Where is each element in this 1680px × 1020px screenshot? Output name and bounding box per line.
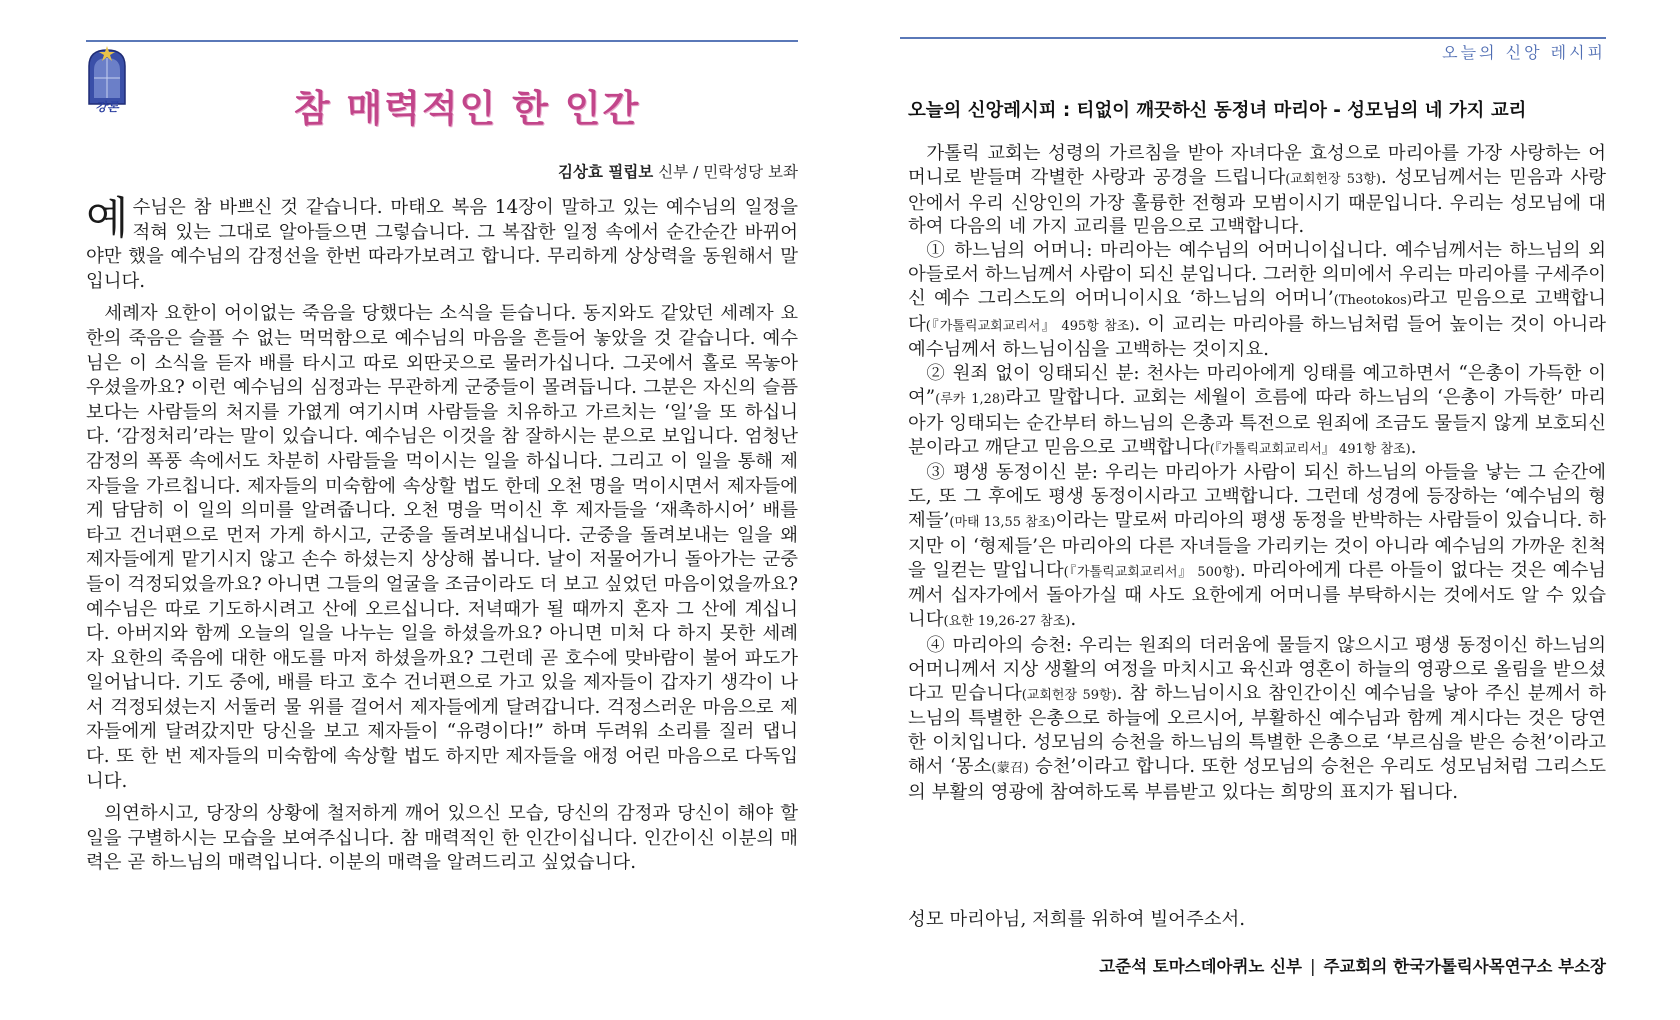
- d3-text-a: ③ 평생 동정이신 분: 우리는 마리아가 사람이 되신 하느님의 아들을 낳는 그 순간에도, 또 그 후에도 평생 동정이시라고 고백합니다. 그런데 성경에 등장하는 ‘예수님의 형제들’: [908, 462, 1606, 531]
- drop-cap: 예: [86, 193, 129, 244]
- paragraph-1-text: 수님은 참 바쁘신 것 같습니다. 마태오 복음 14장이 말하고 있는 예수님의 일정을 적혀 있는 그대로 알아들으면 그렇습니다. 그 복잡한 일정 속에서 순간순간 바뀌어야만 했을 예수님의 감정선을 한번 따라가보려고 합니다. 무리하게 상상력을 동원해서 말입니다.: [86, 197, 798, 292]
- intro-text-a: 가톨릭 교회는 성령의 가르침을 받아 자녀다운 효성으로 마리아를 가장 사랑하는 어머니로 받들며 각별한 사랑과 공경을 드립니다: [908, 143, 1606, 188]
- paragraph-3: 의연하시고, 당장의 상황에 철저하게 깨어 있으신 모습, 당신의 감정과 당신이 해야 할 일을 구별하시는 모습을 보여주십니다. 참 매력적인 한 인간이십니다. 인간이신 이분의 매력은 곧 하느님의 매력입니다. 이분의 매력을 알려드리고 싶었습니다.: [86, 803, 798, 874]
- right-page: [900, 0, 1606, 1020]
- author-name: 김상효 필립보: [558, 163, 654, 181]
- d3-text-b: 이라는 말로써 마리아의 평생 동정을 반박하는 사람들이 있습니다. 하지만 이 ‘형제들’은 마리아의 다른 자녀들을 가리키는 것이 아니라 예수님의 가까운 친척을 일컫는 말입니다: [908, 509, 1606, 581]
- d4-ref: (교회헌장 59항): [1021, 687, 1117, 703]
- author-role: 신부 / 민락성당 보좌: [653, 163, 798, 181]
- d1-text-b: 라고 믿음으로 고백합니다: [908, 287, 1606, 335]
- logo-label: 강론: [95, 100, 119, 114]
- byline: [558, 160, 798, 182]
- d2-ref-1: (루카 1,28): [935, 391, 1006, 407]
- section-category: 오늘의 신앙 레시피: [1442, 43, 1606, 62]
- d2-ref-2: (『가톨릭교회교리서』 491항 참조): [1209, 441, 1411, 457]
- d3-ref-3: (요한 19,26-27 참조): [943, 614, 1071, 630]
- intro-text-b: . 성모님께서는 믿음과 사랑 안에서 우리 신앙인의 가장 훌륭한 전형과 모범이시기 때문입니다. 우리는 성모님에 대하여 다음의 네 가지 교리를 믿음으로 고백합니다.: [908, 166, 1606, 238]
- doctrine-2: [908, 362, 1606, 461]
- d3-text-d: .: [1070, 609, 1077, 631]
- recipe-title: 오늘의 신앙레시피 : 티없이 깨끗하신 동정녀 마리아 - 성모님의 네 가지 교리: [908, 100, 1527, 121]
- paragraph-2: 세례자 요한이 어이없는 죽음을 당했다는 소식을 듣습니다. 동지와도 같았던 세례자 요한의 죽음은 슬플 수 없는 먹먹함으로 예수님의 마음을 흔들어 놓았을 것 같습니다. 예수님은 이 소식을 듣자 배를 타시고 따로 외딴곳으로 물러가십니다. 그곳에서 홀로 목놓아 우셨을까요? 이런 예수님의 심정과는 무관하게 군중들이 몰려듭니다. 그분은 자신의 슬픔보다는 사람들의 처지를 가엾게 여기시며 사람들을 치유하고 가르치는 ‘일’을 또 하십니다. ‘감정처리’라는 말이 있습니다. 예수님은 이것을 참 잘하시는 분으로 보입니다. 엄청난 감정의 폭풍 속에서도 차분히 사람들을 먹이시는 일을 하십니다. 그리고 이 일을 통해 제자들을 가르칩니다. 제자들의 미숙함에 속상할 법도 한데 오천 명을 먹이시면서 제자들에게 담담히 이 일의 의미를 알려줍니다. 오천 명을 먹이신 후 제자들을 ‘재촉하시어’ 배를 타고 건너편으로 먼저 가게 하시고, 군중을 돌려보내십니다. 군중을 돌려보내는 일을 왜 제자들에게 맡기시지 않고 손수 하셨는지 상상해 봅니다. 날이 저물어가니 돌아가는 군중들이 걱정되었을까요? 아니면 그들의 얼굴을 조금이라도 더 보고 싶었던 마음이었을까요? 예수님은 따로 기도하시려고 산에 오르십니다. 저녁때가 될 때까지 혼자 그 산에 계십니다. 아버지와 함께 오늘의 일을 나누는 일을 하셨을까요? 아니면 미처 다 하지 못한 세례자 요한의 죽음에 대한 애도를 마저 하셨을까요? 그런데 곧 호수에 맞바람이 불어 파도가 일어납니다. 기도 중에, 배를 타고 호수 건너편으로 가고 있을 제자들이 갑자기 생각이 나서 걱정되셨는지 서둘러 물 위를 걸어서 제자들에게 달려갑니다. 걱정스러운 마음으로 제자들에게 달려갔지만 당신을 보고 제자들이 “유령이다!” 하며 두려워 소리를 질러 댑니다. 또 한 번 제자들의 미숙함에 속상할 법도 하지만 제자들을 애정 어린 마음으로 다독입니다.: [86, 303, 798, 792]
- doctrine-4: [908, 634, 1606, 805]
- d2-text-b: 라고 말합니다. 교회는 세월이 흐름에 따라 하느님의 ‘은총이 가득한’ 마리아가 잉태되는 순간부터 하느님의 은총과 특전으로 원죄에 조금도 물들지 않게 보호되신 분이라고 깨닫고 믿음으로 고백합니다: [908, 386, 1607, 458]
- signature-role: 주교회의 한국가톨릭사목연구소 부소장: [1323, 957, 1606, 976]
- intro-ref: (교회헌장 53항): [1285, 171, 1381, 187]
- article-title: 참 매력적인 한 인간: [293, 87, 641, 130]
- d1-text-a: ① 하느님의 어머니: 마리아는 예수님의 어머니이십니다. 예수님께서는 하느님의 외아들로서 하느님께서 사람이 되신 분입니다. 그러한 의미에서 우리는 마리아를 구세주이신 예수 그리스도의 어머니이시요 ‘하느님의 어머니’: [908, 240, 1607, 309]
- signature-name: 고준석 토마스데아퀴노 신부: [1099, 957, 1302, 976]
- signature: [1099, 953, 1606, 977]
- doctrine-1: [908, 239, 1606, 362]
- d1-greek: (Theotokos): [1333, 292, 1412, 308]
- left-page: [86, 0, 798, 1020]
- article-body: [86, 193, 798, 884]
- intro-paragraph: [908, 142, 1606, 239]
- d1-text-c: . 이 교리는 마리아를 하느님처럼 들어 높이는 것이 아니라 예수님께서 하느님이심을 고백하는 것이지요.: [908, 313, 1606, 361]
- closing-prayer: 성모 마리아님, 저희를 위하여 빌어주소서.: [908, 909, 1246, 930]
- d3-ref-2: (『가톨릭교회교리서』 500항): [1063, 564, 1240, 580]
- doctrine-3: [908, 461, 1606, 634]
- d4-text-a: ④ 마리아의 승천: 우리는 원죄의 더러움에 물들지 않으시고 평생 동정이신 하느님의 어머니께서 지상 생활의 여정을 마치시고 육신과 영혼이 하늘의 영광으로 올림을 받으셨다고 믿습니다: [908, 634, 1607, 704]
- recipe-body: [908, 142, 1606, 805]
- d2-text-a: ② 원죄 없이 잉태되신 분: 천사는 마리아에게 잉태를 예고하면서 “은총이 가득한 이여”: [908, 363, 1606, 408]
- d3-text-c: . 마리아에게 다른 아들이 없다는 것은 예수님께서 십자가에서 돌아가실 때 사도 요한에게 어머니를 부탁하시는 것에서도 알 수 있습니다: [908, 559, 1606, 631]
- d3-ref-1: (마태 13,55 참조): [949, 514, 1056, 530]
- top-rule: [900, 37, 1606, 39]
- signature-separator: |: [1309, 957, 1316, 976]
- d4-hanja: (蒙召): [991, 760, 1029, 776]
- paragraph-1: [86, 193, 798, 294]
- d2-text-c: .: [1410, 436, 1417, 458]
- top-rule: [86, 40, 798, 42]
- d1-ref: (『가톨릭교회교리서』 495항 참조): [925, 318, 1135, 334]
- d4-text-b: . 참 하느님이시요 참인간이신 예수님을 낳아 주신 분께서 하느님의 특별한 은총으로 하늘에 오르시어, 부활하신 예수님과 함께 계시다는 것은 당연한 이치입니다. 성모님의 승천을 하느님의 특별한 은총으로 ‘부르심을 받은 승천’이라고 해서 ‘몽소: [908, 682, 1606, 777]
- d4-text-c: 승천’이라고 합니다. 또한 성모님의 승천은 우리도 성모님처럼 그리스도의 부활의 영광에 참여하도록 부름받고 있다는 희망의 표지가 됩니다.: [908, 755, 1606, 803]
